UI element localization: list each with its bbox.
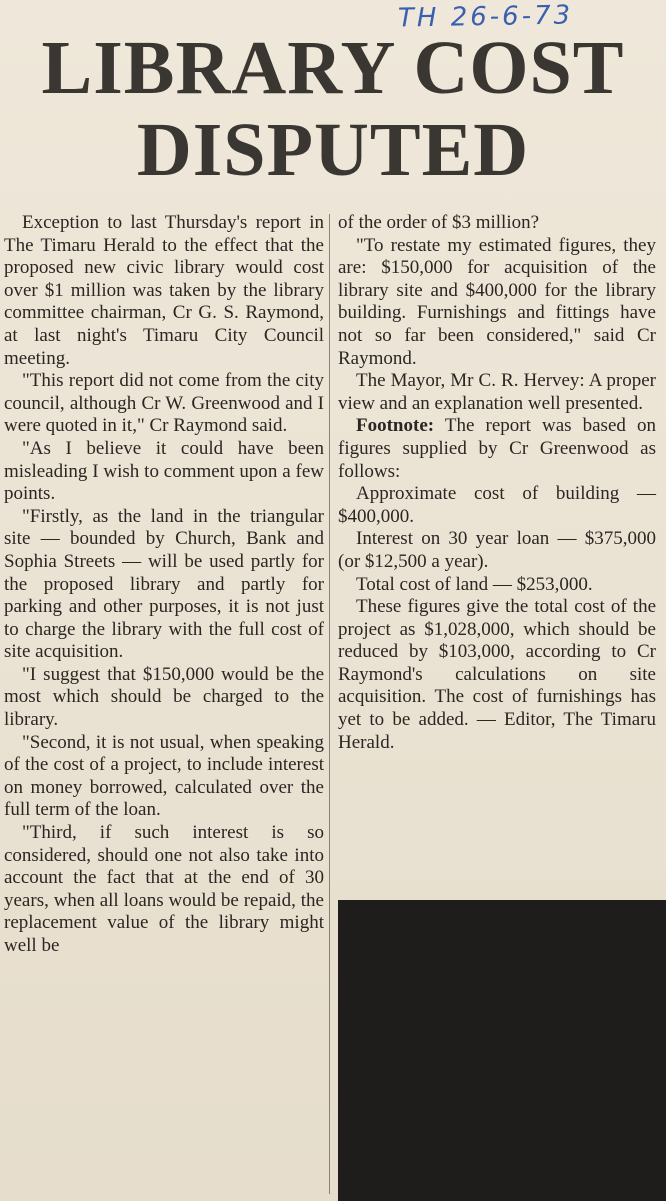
continued-text: of the order of $3 million?: [338, 212, 540, 233]
headline-line-1: LIBRARY COST: [41, 26, 625, 110]
footnote-paragraph: [338, 415, 656, 483]
figure-summary: These figures give the total cost of the project as $1,028,000, which should be reduced by $103,000, according to Cr Raymond's calculations on site acquisition. The cost of furnishings has yet to be added. — Editor, The Timaru Herald.: [338, 596, 656, 753]
right-column: [338, 212, 656, 754]
paragraph: Exception to last Thursday's report in The Timaru Herald to the effect that the proposed new civic library would cost over $1 million was taken by the library committee chairman, Cr G. S. Raymond, at last night's Timaru City Council meeting.: [4, 212, 324, 369]
paragraph: "To restate my estimated figures, they are: $150,000 for acquisition of the library site and $400,000 for the library building. Furnishings and fittings have not so far been considered," said Cr Raymond.: [338, 234, 656, 369]
figure-line: Total cost of land — $253,000.: [356, 573, 593, 595]
footnote-label: Footnote:: [356, 415, 435, 437]
paragraph: "Third, if such interest is so considered, should one not also take into account the fact that at the end of 30 years, when all loans would be repaid, the replacement value of the library might well be: [4, 822, 324, 956]
footnote-text: The report was based on figures supplied by Cr Greenwood as follows:: [338, 415, 656, 482]
paragraph: "As I believe it could have been misleading I wish to comment upon a few points.: [4, 437, 324, 505]
column-divider: [329, 214, 330, 1194]
paragraph: "Second, it is not usual, when speaking of the cost of a project, to include interest on money borrowed, calculated over the full term of the loan.: [4, 731, 324, 821]
figure-line: Approximate cost of building — $400,000.: [338, 483, 656, 527]
left-column: [4, 212, 324, 958]
dark-background-area: [338, 900, 666, 1201]
paragraph: "I suggest that $150,000 would be the most which should be charged to the library.: [4, 663, 324, 731]
figure-line: Interest on 30 year loan — $375,000 (or $12,500 a year).: [338, 528, 656, 572]
paragraph: The Mayor, Mr C. R. Hervey: A proper view and an explanation well presented.: [338, 370, 656, 414]
paragraph: "Firstly, as the land in the triangular site — bounded by Church, Bank and Sophia Streets — will be used partly for the proposed library and partly for parking and other purposes, it is not just to charge the library with the full cost of site acquisition.: [4, 505, 324, 663]
headline-line-2: DISPUTED: [136, 108, 530, 192]
paragraph: "This report did not come from the city council, although Cr W. Greenwood and I were quoted in it," Cr Raymond said.: [4, 370, 324, 437]
handwritten-date-annotation: TH 26-6-73: [397, 0, 574, 34]
